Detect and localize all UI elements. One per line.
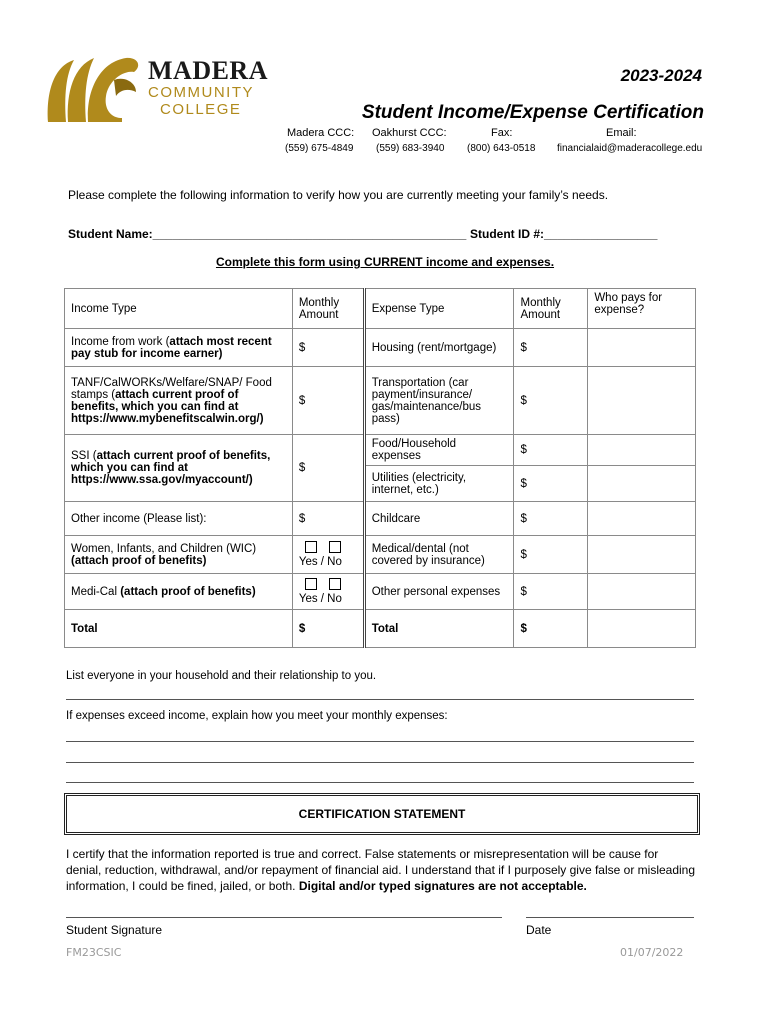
- expense-personal: Other personal expenses: [364, 574, 514, 610]
- income-medi-cal-yes-no: Yes / No: [292, 574, 364, 610]
- expense-total-label: Total: [364, 610, 514, 648]
- household-line[interactable]: [66, 699, 694, 700]
- explain-line-3[interactable]: [66, 782, 694, 783]
- income-other-amount[interactable]: $: [292, 502, 364, 536]
- contact-fax: (800) 643-0518: [467, 143, 536, 154]
- income-expense-table: [64, 288, 696, 648]
- income-work-amount[interactable]: $: [292, 329, 364, 367]
- certification-box: [64, 793, 700, 835]
- explain-line-1[interactable]: [66, 741, 694, 742]
- income-tanf-amount[interactable]: $: [292, 367, 364, 435]
- expense-transportation-who[interactable]: [588, 367, 696, 435]
- expense-food-amount[interactable]: $: [514, 435, 588, 466]
- exceed-prompt: If expenses exceed income, explain how you meet your monthly expenses:: [66, 710, 448, 722]
- expense-childcare: Childcare: [364, 502, 514, 536]
- student-id-field[interactable]: Student ID #:_________________: [470, 227, 658, 241]
- header-who-pays: Who pays for expense?: [588, 289, 696, 329]
- college-logo-mark: [44, 52, 142, 126]
- expense-housing-amount[interactable]: $: [514, 329, 588, 367]
- wic-yes-checkbox[interactable]: [305, 541, 317, 553]
- expense-personal-amount[interactable]: $: [514, 574, 588, 610]
- income-total-amount[interactable]: $: [292, 610, 364, 648]
- form-year: 2023-2024: [620, 66, 702, 85]
- signature-label: Student Signature: [66, 923, 163, 937]
- form-title: Student Income/Expense Certification: [361, 102, 704, 123]
- wic-no-checkbox[interactable]: [329, 541, 341, 553]
- medi-cal-yes-checkbox[interactable]: [305, 578, 317, 590]
- date-label: Date: [526, 923, 552, 937]
- contact-label-email: Email:: [606, 127, 637, 139]
- income-tanf: TANF/CalWORKs/Welfare/SNAP/ Food stamps (attach current proof of benefits, which you can find at https://www.mybenefitscalwin.org/): [65, 367, 293, 435]
- date-line[interactable]: [526, 917, 694, 918]
- form-instruction: Complete this form using CURRENT income and expenses.: [215, 255, 555, 269]
- revision-date: 01/07/2022: [620, 946, 684, 959]
- intro-text: Please complete the following information to verify how you are currently meeting your family’s needs.: [68, 188, 609, 202]
- header-expense-type: Expense Type: [364, 289, 514, 329]
- income-other: Other income (Please list):: [65, 502, 293, 536]
- expense-food-who[interactable]: [588, 435, 696, 466]
- expense-utilities-who[interactable]: [588, 466, 696, 502]
- student-name-field[interactable]: Student Name:_______________________________________________: [68, 227, 467, 241]
- income-medi-cal: Medi-Cal (attach proof of benefits): [65, 574, 293, 610]
- expense-utilities-amount[interactable]: $: [514, 466, 588, 502]
- contact-phone-madera: (559) 675-4849: [285, 143, 354, 154]
- expense-total-amount[interactable]: $: [514, 610, 588, 648]
- income-total-label: Total: [65, 610, 293, 648]
- expense-utilities: Utilities (electricity, internet, etc.): [364, 466, 514, 502]
- income-ssi: SSI (attach current proof of benefits, which you can find at https://www.ssa.gov/myaccount/): [65, 435, 293, 502]
- contact-email: financialaid@maderacollege.edu: [557, 143, 703, 154]
- explain-line-2[interactable]: [66, 762, 694, 763]
- expense-medical: Medical/dental (not covered by insurance): [364, 536, 514, 574]
- expense-childcare-who[interactable]: [588, 502, 696, 536]
- expense-medical-who[interactable]: [588, 536, 696, 574]
- form-code: FM23CSIC: [66, 946, 122, 959]
- income-wic-yes-no: Yes / No: [292, 536, 364, 574]
- expense-medical-amount[interactable]: $: [514, 536, 588, 574]
- certification-text: I certify that the information reported is true and correct. False statements or misrepresentation will be cause for denial, reduction, withdrawal, and/or repayment of financial aid. I understand that if I purposely give false or misleading information, I could be fined, jailed, or both. Digital and/or typed signatures are not acceptable.: [66, 847, 696, 893]
- income-wic: Women, Infants, and Children (WIC) (attach proof of benefits): [65, 536, 293, 574]
- household-prompt: List everyone in your household and their relationship to you.: [66, 670, 377, 682]
- medi-cal-no-checkbox[interactable]: [329, 578, 341, 590]
- signature-line[interactable]: [66, 917, 502, 918]
- income-ssi-amount[interactable]: $: [292, 435, 364, 502]
- header-income-type: Income Type: [65, 289, 293, 329]
- header-monthly-amount: Monthly Amount: [292, 289, 364, 329]
- expense-transportation: Transportation (car payment/insurance/ gas/maintenance/bus pass): [364, 367, 514, 435]
- contact-label-madera: Madera CCC:: [287, 127, 355, 139]
- contact-phone-oakhurst: (559) 683-3940: [376, 143, 445, 154]
- college-logo-text: MADERA COMMUNITY COLLEGE: [148, 56, 268, 118]
- expense-personal-who[interactable]: [588, 574, 696, 610]
- expense-childcare-amount[interactable]: $: [514, 502, 588, 536]
- contact-label-fax: Fax:: [491, 127, 513, 139]
- contact-label-oakhurst: Oakhurst CCC:: [372, 127, 447, 139]
- expense-food: Food/Household expenses: [364, 435, 514, 466]
- header-monthly-amount-expense: Monthly Amount: [514, 289, 588, 329]
- expense-total-who: [588, 610, 696, 648]
- certification-title: CERTIFICATION STATEMENT: [298, 807, 466, 821]
- income-work: Income from work (attach most recent pay stub for income earner): [65, 329, 293, 367]
- expense-housing-who[interactable]: [588, 329, 696, 367]
- expense-transportation-amount[interactable]: $: [514, 367, 588, 435]
- expense-housing: Housing (rent/mortgage): [364, 329, 514, 367]
